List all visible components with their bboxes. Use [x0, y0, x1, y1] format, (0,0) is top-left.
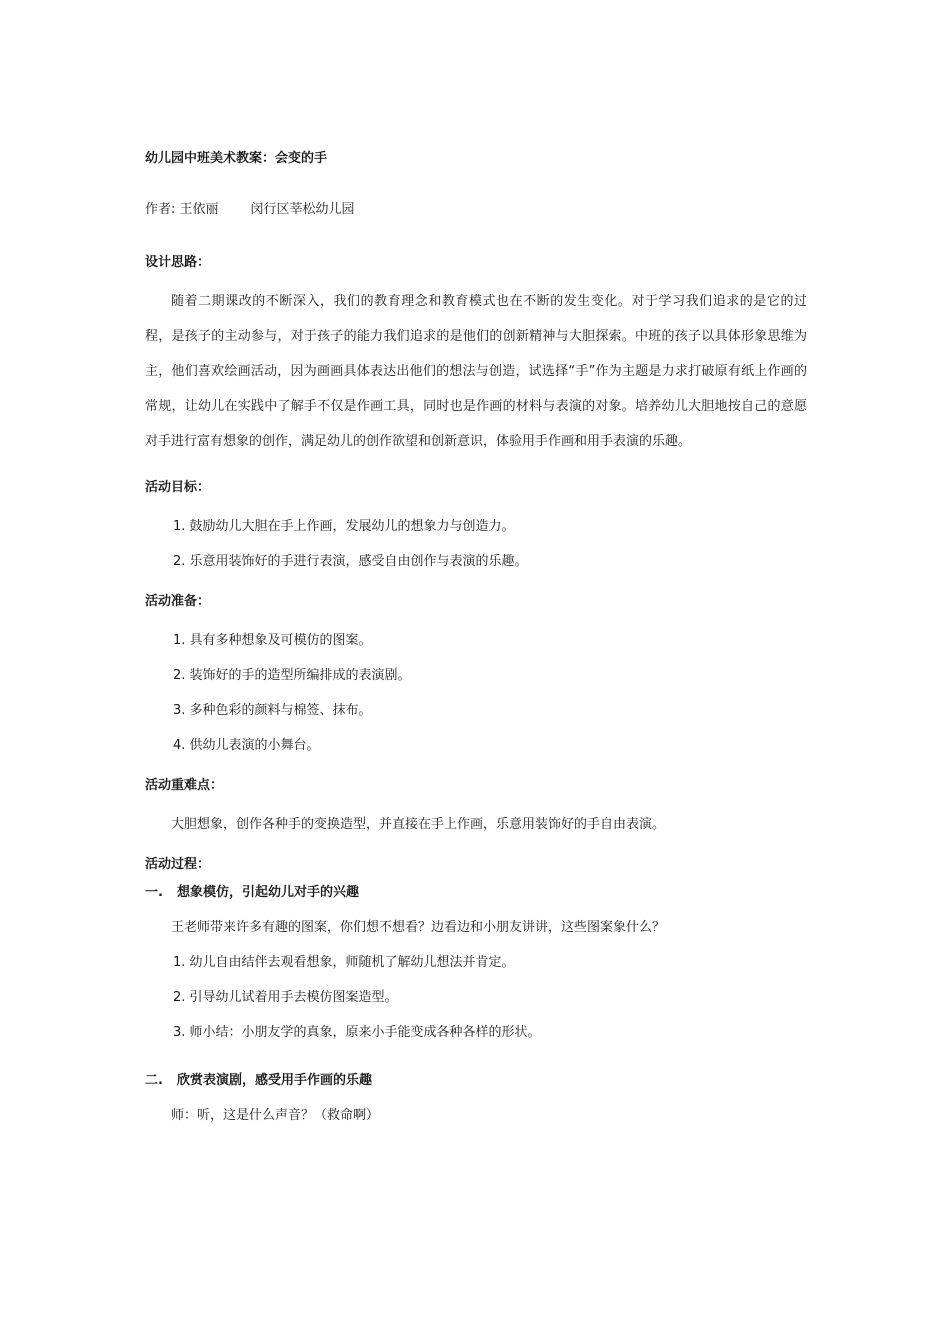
author-line [145, 201, 807, 219]
author-school: 闵行区莘松幼儿园 [250, 202, 355, 217]
process-section-1-title [145, 884, 807, 902]
section-number: 一. [145, 885, 163, 900]
design-heading: 设计思路： [145, 255, 211, 270]
keypoints-heading: 活动重难点： [145, 778, 224, 793]
process-section-1-intro: 王老师带来许多有趣的图案，你们想不想看？边看边和小朋友讲讲，这些图案象什么？ [171, 920, 666, 935]
process-heading: 活动过程： [145, 857, 211, 872]
prep-list [145, 623, 807, 763]
prep-heading: 活动准备： [145, 594, 211, 609]
list-item: 4. 供幼儿表演的小舞台。 [173, 738, 320, 753]
goals-list [145, 509, 807, 579]
list-item: 3. 师小结：小朋友学的真象，原来小手能变成各种各样的形状。 [173, 1025, 541, 1040]
process-section-2-intro: 师：听，这是什么声音？（救命啊） [171, 1108, 380, 1123]
process-section-2-title [145, 1072, 807, 1090]
list-item: 1. 具有多种想象及可模仿的图案。 [173, 633, 372, 648]
author-name: 作者: 王依丽 [145, 202, 219, 217]
list-item: 3. 多种色彩的颜料与棉签、抹布。 [173, 703, 372, 718]
list-item: 1. 鼓励幼儿大胆在手上作画，发展幼儿的想象力与创造力。 [173, 519, 515, 534]
list-item: 2. 引导幼儿试着用手去模仿图案造型。 [173, 990, 398, 1005]
section-title: 欣赏表演剧，感受用手作画的乐趣 [177, 1073, 373, 1088]
section-title: 想象模仿，引起幼儿对手的兴趣 [177, 885, 360, 900]
keypoints-paragraph: 大胆想象，创作各种手的变换造型，并直接在手上作画，乐意用装饰好的手自由表演。 [171, 817, 666, 832]
design-paragraph: 随着二期课改的不断深入，我们的教育理念和教育模式也在不断的发生变化。对于学习我们追求的是它的过程，是孩子的主动参与，对于孩子的能力我们追求的是他们的创新精神与大胆探索。中班的孩子以具体形象思维为主，他们喜欢绘画活动，因为画画具体表达出他们的想法与创造，试选择“手”作为主题是力求打破原有纸上作画的常规，让幼儿在实践中了解手不仅是作画工具，同时也是作画的材料与表演的对象。培养幼儿大胆地按自己的意愿对手进行富有想象的创作，满足幼儿的创作欲望和创新意识，体验用手作画和用手表演的乐趣。 [145, 294, 807, 449]
document-body [145, 150, 807, 1133]
goals-heading: 活动目标： [145, 480, 211, 495]
process-section-1-list [145, 945, 807, 1050]
list-item: 2. 乐意用装饰好的手进行表演，感受自由创作与表演的乐趣。 [173, 554, 528, 569]
section-number: 二. [145, 1073, 163, 1088]
list-item: 2. 装饰好的手的造型所编排成的表演剧。 [173, 668, 411, 683]
document-title: 幼儿园中班美术教案：会变的手 [145, 151, 328, 166]
list-item: 1. 幼儿自由结伴去观看想象，师随机了解幼儿想法并肯定。 [173, 955, 515, 970]
